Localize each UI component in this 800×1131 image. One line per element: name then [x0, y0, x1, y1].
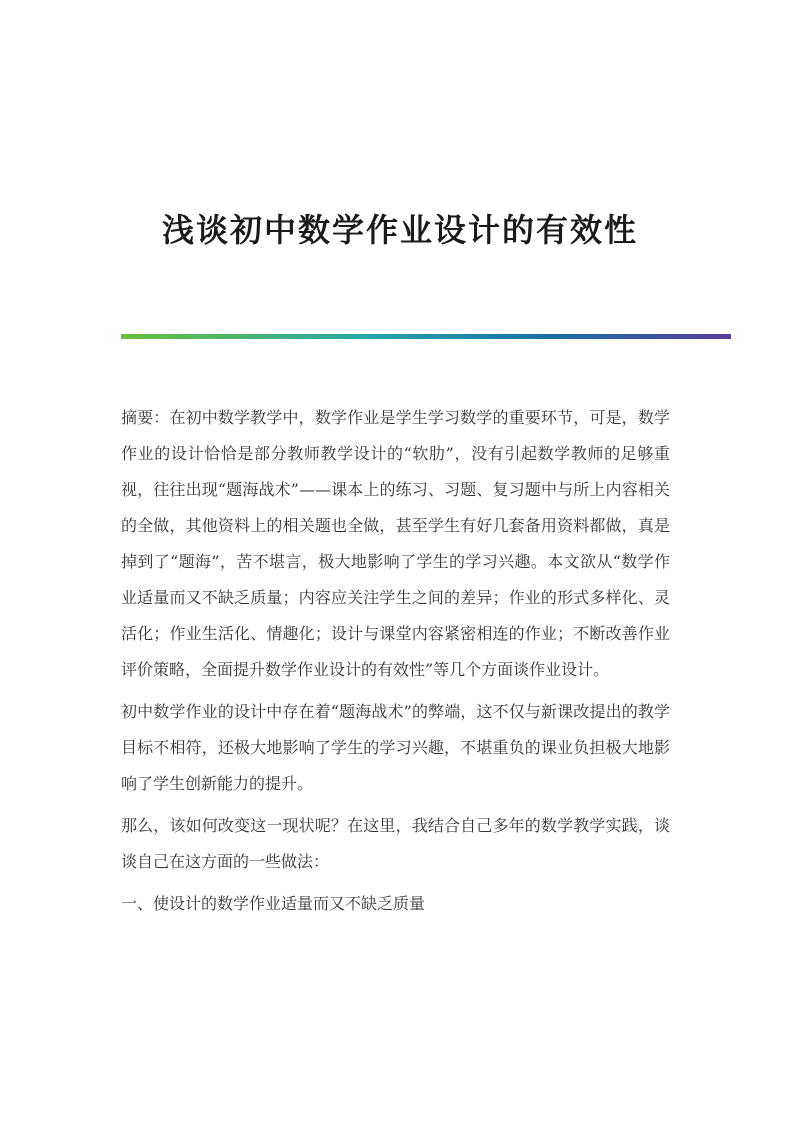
body-paragraph: 初中数学作业的设计中存在着“题海战术”的弊端，这不仅与新课改提出的教学目标不相符，还极大地影响了学生的学习兴趣，不堪重负的课业负担极大地影响了学生创新能力的提升。: [121, 702, 670, 793]
section-heading: 一、使设计的数学作业适量而又不缺乏质量: [121, 894, 426, 913]
body-paragraph: 那么，该如何改变这一现状呢？在这里，我结合自己多年的数学教学实践，谈谈自己在这方面的一些做法：: [121, 816, 670, 871]
title-divider: [121, 334, 731, 339]
abstract-paragraph: 摘要：在初中数学教学中，数学作业是学生学习数学的重要环节，可是，数学作业的设计恰恰是部分教师教学设计的“软肋”，没有引起数学教师的足够重视，往往出现“题海战术”——课本上的练习、习题、复习题中与所上内容相关的全做，其他资料上的相关题也全做，甚至学生有好几套备用资料都做，真是掉到了“题海”，苦不堪言，极大地影响了学生的学习兴趣。本文欲从“数学作业适量而又不缺乏质量；内容应关注学生之间的差异；作业的形式多样化、灵活化；作业生活化、情趣化；设计与课堂内容紧密相连的作业；不断改善作业评价策略，全面提升数学作业设计的有效性”等几个方面谈作业设计。: [121, 408, 670, 679]
document-body: [121, 400, 670, 928]
page-title: 浅谈初中数学作业设计的有效性: [161, 211, 638, 250]
